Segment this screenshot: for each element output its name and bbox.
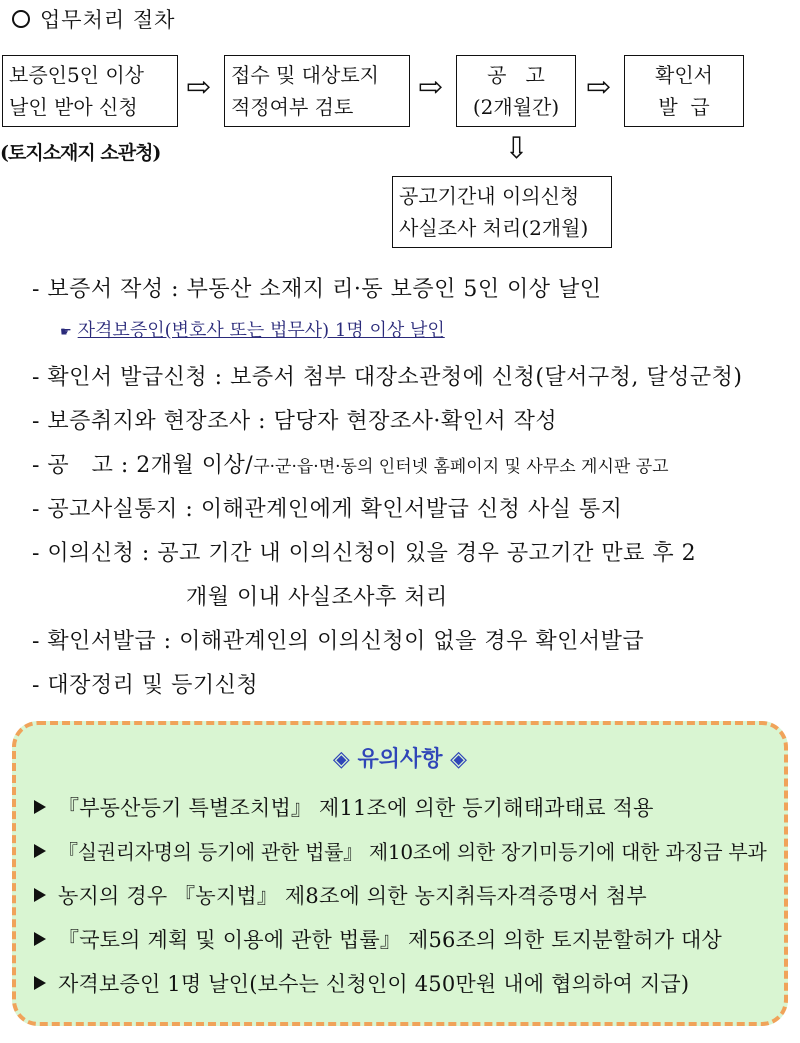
list-item: - 확인서발급 : 이해관계인의 이의신청이 없을 경우 확인서발급 (32, 629, 645, 654)
triangle-bullet-icon (34, 976, 46, 990)
sub-note: ☛ 자격보증인(변호사 또는 법무사) 1명 이상 날인 (60, 320, 445, 341)
flow-step-issue: 확인서 발 급 (624, 55, 744, 127)
list-item: - 보증서 작성 : 부동산 소재지 리·동 보증인 5인 이상 날인 (32, 277, 602, 302)
right-arrow-icon: ⇨ (186, 70, 212, 105)
list-item: - 공고사실통지 : 이해관계인에게 확인서발급 신청 사실 통지 (32, 497, 623, 522)
flow-step-apply: 보증인5인 이상 날인 받아 신청 (2, 55, 178, 127)
list-item: - 이의신청 : 공고 기간 내 이의신청이 있을 경우 공고기간 만료 후 2 (32, 541, 697, 566)
right-arrow-icon: ⇨ (418, 70, 444, 105)
triangle-bullet-icon (34, 932, 46, 946)
flow-step-notice: 공 고 (2개월간) (456, 55, 576, 127)
pointing-hand-icon: ☛ (60, 325, 72, 340)
caution-item: 『부동산등기 특별조치법』 제11조에 의한 등기해태과태료 적용 (34, 792, 654, 822)
down-arrow-icon: ⇩ (504, 131, 530, 166)
list-item-continuation: 개월 이내 사실조사후 처리 (186, 585, 448, 610)
jurisdiction-note: (토지소재지 소관청) (0, 142, 161, 164)
triangle-bullet-icon (34, 844, 46, 858)
caution-item: 『국토의 계획 및 이용에 관한 법률』 제56조의 의한 토지분할허가 대상 (34, 924, 722, 954)
caution-item: 자격보증인 1명 날인(보수는 신청인이 450만원 내에 협의하여 지급) (34, 968, 689, 998)
flow-step-review: 접수 및 대상토지 적정여부 검토 (224, 55, 410, 127)
list-item: - 공 고 : 2개월 이상/구·군·읍·면·동의 인터넷 홈페이지 및 사무소 게시판 공고 (32, 453, 669, 478)
list-item: - 확인서 발급신청 : 보증서 첨부 대장소관청에 신청(달서구청, 달성군청) (32, 365, 743, 390)
page-title: 업무처리 절차 (12, 4, 175, 34)
caution-item: 농지의 경우 『농지법』 제8조에 의한 농지취득자격증명서 첨부 (34, 880, 647, 910)
list-item: - 대장정리 및 등기신청 (32, 673, 259, 698)
triangle-bullet-icon (34, 888, 46, 902)
triangle-bullet-icon (34, 800, 46, 814)
caution-title: ◈ 유의사항 ◈ (332, 746, 468, 772)
list-item: - 보증취지와 현장조사 : 담당자 현장조사·확인서 작성 (32, 409, 558, 434)
circle-icon (12, 10, 30, 28)
flow-step-objection: 공고기간내 이의신청 사실조사 처리(2개월) (392, 176, 612, 248)
caution-item: 『실권리자명의 등기에 관한 법률』 제10조에 의한 장기미등기에 대한 과징금 부과 (34, 836, 766, 865)
right-arrow-icon: ⇨ (586, 70, 612, 105)
